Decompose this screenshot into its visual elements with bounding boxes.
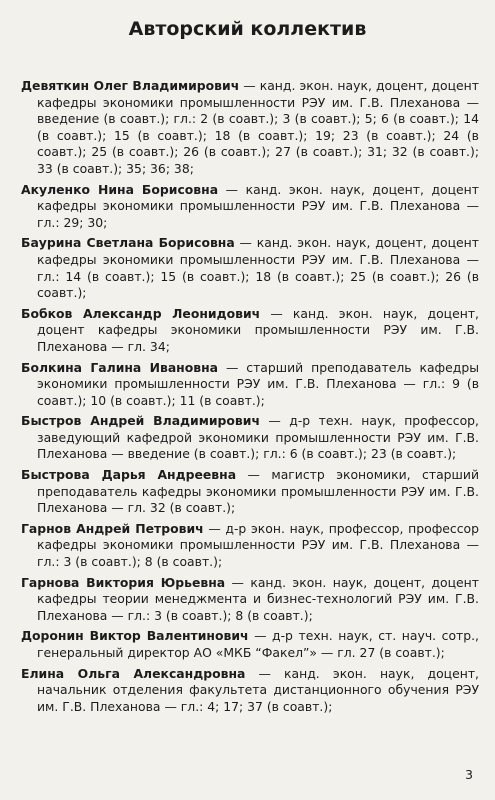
author-name: Болкина Галина Ивановна	[21, 359, 219, 375]
author-entry	[21, 235, 479, 301]
author-entry	[21, 467, 479, 517]
author-details: — д-р экон. наук, профессор, профессор кафедры экономики промышленности РЭУ им. Г.В. Плеханова — гл.: 3 (в соавт.); 8 (в соавт.);	[37, 520, 479, 570]
author-details: — д-р техн. наук, профессор, заведующий кафедрой экономики промышленности РЭУ им. Г.В. Плеханова — введение (в соавт.); гл.: 6 (в соавт.); 23 (в соавт.);	[37, 413, 479, 462]
author-details: — канд. экон. наук, доцент, доцент кафедры теории менеджмента и бизнес-технологий РЭУ им. Г.В. Плеханова — гл.: 3 (в соавт.); 8 (в соавт.);	[37, 574, 479, 623]
author-details: — канд. экон. наук, доцент, доцент кафедры экономики промышленности РЭУ им. Г.В. Плеханова — гл. 34;	[37, 305, 479, 354]
author-name: Акуленко Нина Борисовна	[21, 181, 219, 197]
author-name: Баурина Светлана Борисовна	[21, 235, 235, 251]
author-name: Доронин Виктор Валентинович	[21, 628, 249, 644]
author-name: Гарнов Андрей Петрович	[21, 520, 204, 536]
author-name: Девяткин Олег Владимирович	[21, 78, 240, 93]
author-name: Гарнова Виктория Юрьевна	[21, 574, 226, 590]
page-number: 3	[465, 767, 473, 782]
author-details: — канд. экон. наук, доцент, доцент кафедры экономики промышленности РЭУ им. Г.В. Плеханова — гл.: 14 (в соавт.); 15 (в соавт.); 18 (в соавт.); 25 (в соавт.); 26 (в соавт.);	[37, 235, 479, 301]
author-details: — д-р техн. наук, ст. науч. сотр., генеральный директор АО «МКБ “Факел”» — гл. 27 (в соавт.);	[37, 628, 479, 660]
author-entry	[21, 521, 479, 571]
author-details: — магистр экономики, старший преподаватель кафедры экономики промышленности РЭУ им. Г.В. Плеханова — гл. 32 (в соавт.);	[37, 467, 479, 516]
author-list	[21, 78, 479, 719]
author-details: — канд. экон. наук, доцент, начальник отделения факультета дистанционного обучения РЭУ им. Г.В. Плеханова — гл.: 4; 17; 37 (в соавт.);	[37, 665, 479, 714]
author-name: Бобков Александр Леонидович	[21, 305, 261, 321]
author-entry	[21, 413, 479, 463]
author-name: Быстрова Дарья Андреевна	[21, 467, 237, 483]
page-title: Авторский коллектив	[128, 18, 367, 40]
author-entry	[21, 575, 479, 625]
author-name: Быстров Андрей Владимирович	[21, 413, 260, 429]
author-entry	[21, 628, 479, 661]
author-details: — канд. экон. наук, доцент, доцент кафедры экономики промышленности РЭУ им. Г.В. Плеханова — гл.: 29; 30;	[37, 181, 479, 230]
author-details: — старший преподаватель кафедры экономики промышленности РЭУ им. Г.В. Плеханова — гл.: 9 (в соавт.); 10 (в соавт.); 11 (в соавт.);	[37, 359, 479, 408]
author-entry	[21, 182, 479, 232]
author-details: — канд. экон. наук, доцент, доцент кафедры экономики промышленности РЭУ им. Г.В. Плеханова — введение (в соавт.); гл.: 2 (в соавт.); 3 (в соавт.); 5; 6 (в соавт.); 14 (в соавт.); 15 (в соавт.); 18 (в соавт.); 19; 23 (в соавт.); 24 (в соавт.); 25 (в соавт.); 26 (в соавт.); 27 (в соавт.); 31; 32 (в соавт.); 33 (в соавт.); 35; 36; 38;	[37, 78, 479, 176]
author-entry	[21, 360, 479, 410]
author-entry	[21, 666, 479, 716]
author-entry	[21, 306, 479, 356]
author-name: Елина Ольга Александровна	[21, 665, 246, 681]
author-entry	[21, 78, 479, 178]
